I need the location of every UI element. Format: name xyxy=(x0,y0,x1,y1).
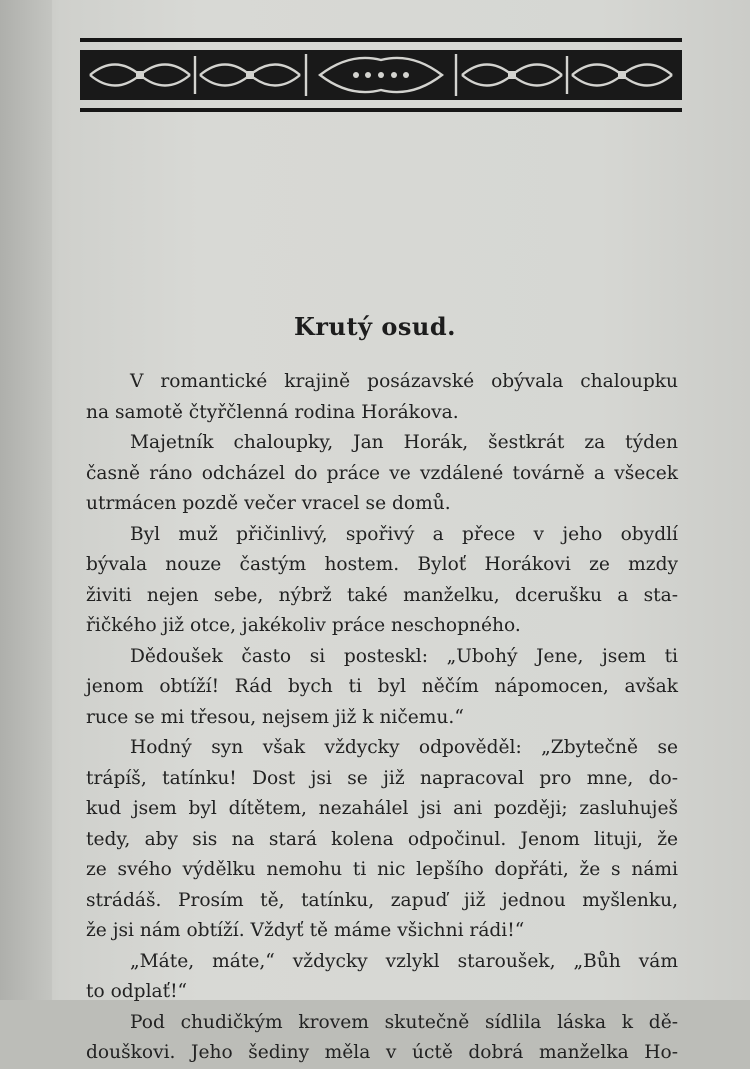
text-line: bývala nouze častým hostem. Byloť Horákovi ze mzdy xyxy=(86,554,678,575)
text-line: živiti nejen sebe, nýbrž také manželku, dcerušku a sta- xyxy=(86,584,678,606)
chapter-title: Krutý osud. xyxy=(294,312,456,341)
text-line: časně ráno odcházel do práce ve vzdálené továrně a všecek xyxy=(86,462,678,484)
folk-ornament-band xyxy=(80,38,682,114)
text-line: trápíš, tatínku! Dost jsi se již napracoval pro mne, do- xyxy=(86,767,678,789)
text-line: řičkého již otce, jakékoliv práce neschopného. xyxy=(86,615,521,636)
text-line: Dědoušek často si posteskl: „Ubohý Jene, jsem ti xyxy=(130,645,678,667)
text-line: kud jsem byl dítětem, nezahálel jsi ani později; zasluhuješ xyxy=(86,798,678,819)
text-line: utrmácen pozdě večer vracel se domů. xyxy=(86,493,451,514)
text-line: ruce se mi třesou, nejsem již k ničemu.“ xyxy=(86,706,464,728)
text-line: že jsi nám obtíží. Vždyť tě máme všichni rádi!“ xyxy=(86,920,525,941)
text-line: V romantické krajině posázavské obývala chaloupku xyxy=(130,371,678,392)
text-line: Pod chudičkým krovem skutečně sídlila láska k dě- xyxy=(130,1011,678,1033)
text-line: strádáš. Prosím tě, tatínku, zapuď již jednou myšlenku, xyxy=(86,889,678,911)
body-text xyxy=(86,367,678,1069)
text-line: douškovi. Jeho šediny měla v úctě dobrá manželka Ho- xyxy=(86,1042,678,1063)
text-line: Hodný syn však vždycky odpověděl: „Zbytečně se xyxy=(130,737,678,758)
text-line: ze svého výdělku nemohu ti nic lepšího dopřáti, že s námi xyxy=(86,859,678,880)
text-line: Byl muž přičinlivý, spořivý a přece v jeho obydlí xyxy=(130,523,678,545)
text-line: Majetník chaloupky, Jan Horák, šestkrát za týden xyxy=(130,432,678,453)
text-line: na samotě čtyřčlenná rodina Horákova. xyxy=(86,401,459,423)
text-line: tedy, aby sis na stará kolena odpočinul. Jenom lituji, že xyxy=(86,828,678,850)
text-line: „Máte, máte,“ vždycky vzlykl staroušek, „Bůh vám xyxy=(130,950,678,972)
text-line: to odplať!“ xyxy=(86,981,188,1002)
page-gutter xyxy=(0,0,52,1000)
text-line: jenom obtíží! Rád bych ti byl něčím nápomocen, avšak xyxy=(86,676,678,697)
